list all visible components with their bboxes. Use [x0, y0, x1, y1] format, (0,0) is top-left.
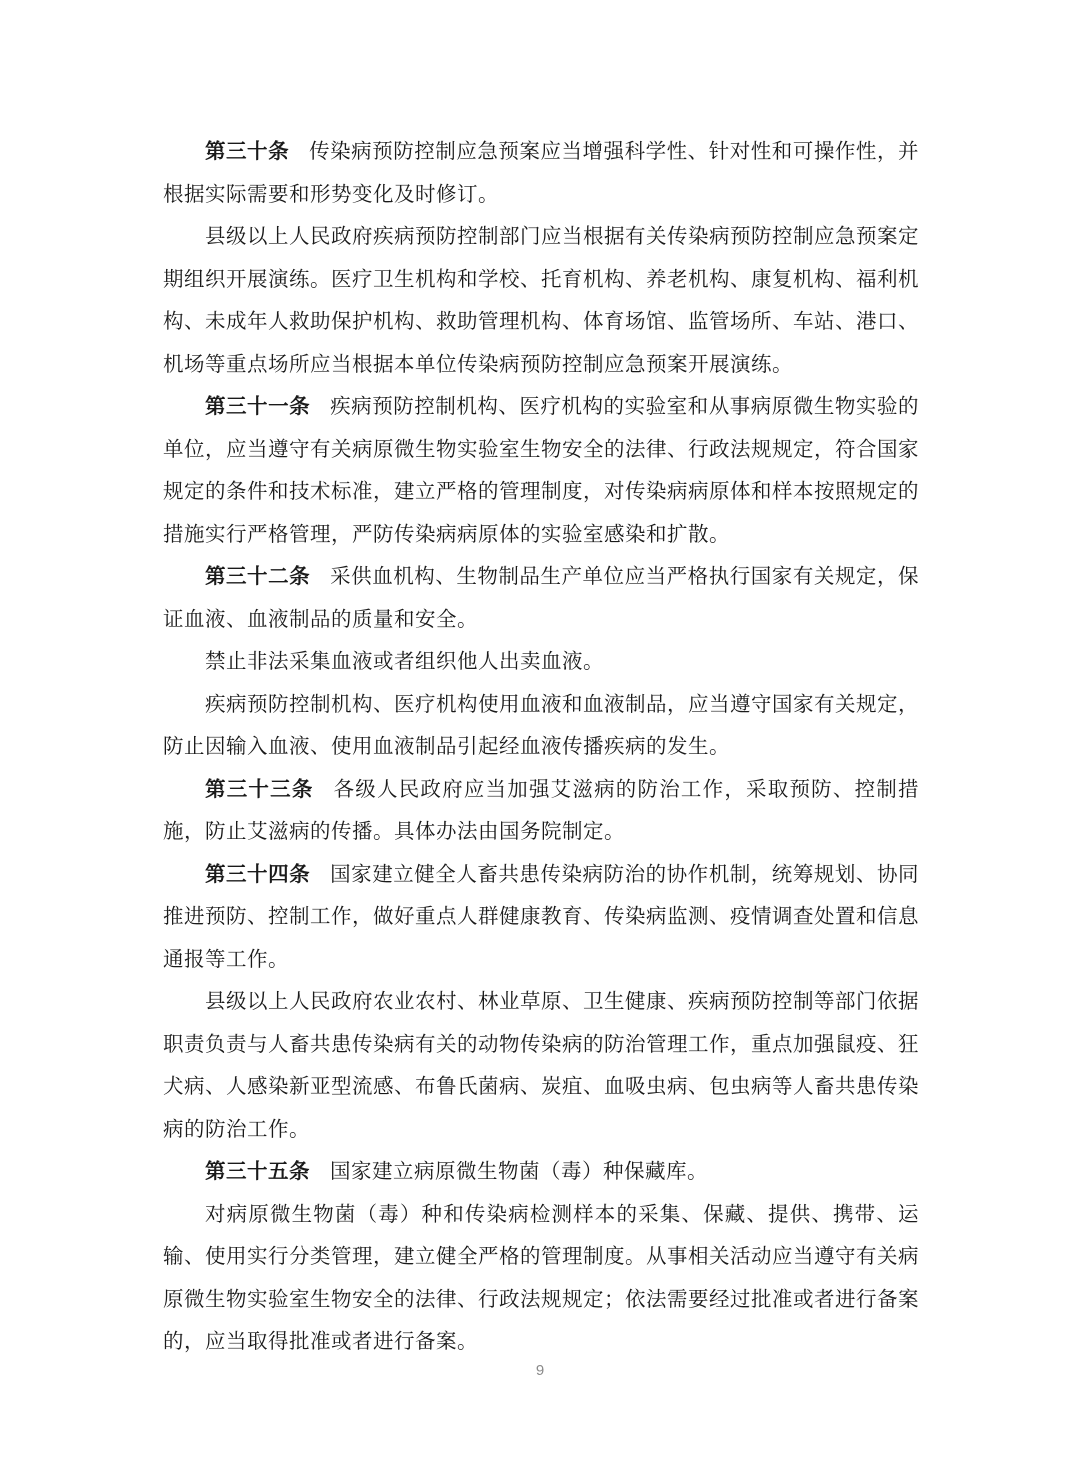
- paragraph-6: [163, 683, 919, 768]
- paragraph-text: 县级以上人民政府疾病预防控制部门应当根据有关传染病预防控制应急预案定期组织开展演练。医疗卫生机构和学校、托育机构、养老机构、康复机构、福利机构、未成年人救助保护机构、救助管理机构、体育场馆、监管场所、车站、港口、机场等重点场所应当根据本单位传染病预防控制应急预案开展演练。: [163, 224, 919, 376]
- paragraph-text: 传染病预防控制应急预案应当增强科学性、针对性和可操作性，并根据实际需要和形势变化及时修订。: [163, 139, 919, 206]
- article-heading: 第三十二条: [205, 564, 311, 588]
- paragraph-10: [163, 1150, 919, 1193]
- article-heading: 第三十四条: [205, 861, 311, 886]
- paragraph-9: [163, 980, 919, 1150]
- paragraph-4: [163, 555, 919, 640]
- paragraph-text: 禁止非法采集血液或者组织他人出卖血液。: [205, 649, 604, 673]
- document-body: [163, 130, 919, 1363]
- paragraph-11: [163, 1193, 919, 1363]
- paragraph-3: [163, 385, 919, 555]
- paragraph-7: [163, 768, 919, 853]
- paragraph-8: [163, 853, 919, 981]
- paragraph-text: 采供血机构、生物制品生产单位应当严格执行国家有关规定，保证血液、血液制品的质量和安全。: [163, 564, 919, 631]
- article-heading: 第三十五条: [205, 1159, 310, 1183]
- paragraph-5: [163, 640, 919, 683]
- article-heading: 第三十三条: [205, 776, 314, 801]
- paragraph-text: 疾病预防控制机构、医疗机构的实验室和从事病原微生物实验的单位，应当遵守有关病原微生物实验室生物安全的法律、行政法规规定，符合国家规定的条件和技术标准，建立严格的管理制度，对传染病病原体和样本按照规定的措施实行严格管理，严防传染病病原体的实验室感染和扩散。: [163, 394, 919, 546]
- paragraph-text: 国家建立健全人畜共患传染病防治的协作机制，统筹规划、协同推进预防、控制工作，做好重点人群健康教育、传染病监测、疫情调查处置和信息通报等工作。: [163, 861, 919, 971]
- paragraph-2: [163, 215, 919, 385]
- page-number: 9: [535, 1362, 545, 1379]
- paragraph-text: 县级以上人民政府农业农村、林业草原、卫生健康、疾病预防控制等部门依据职责负责与人畜共患传染病有关的动物传染病的防治管理工作，重点加强鼠疫、狂犬病、人感染新亚型流感、布鲁氏菌病、炭疽、血吸虫病、包虫病等人畜共患传染病的防治工作。: [163, 989, 919, 1141]
- article-heading: 第三十条: [205, 139, 290, 163]
- paragraph-text: 各级人民政府应当加强艾滋病的防治工作，采取预防、控制措施，防止艾滋病的传播。具体办法由国务院制定。: [163, 776, 920, 843]
- paragraph-text: 疾病预防控制机构、医疗机构使用血液和血液制品，应当遵守国家有关规定，防止因输入血液、使用血液制品引起经血液传播疾病的发生。: [163, 691, 919, 758]
- paragraph-text: 对病原微生物菌（毒）种和传染病检测样本的采集、保藏、提供、携带、运输、使用实行分类管理，建立健全严格的管理制度。从事相关活动应当遵守有关病原微生物实验室生物安全的法律、行政法规规定；依法需要经过批准或者进行备案的，应当取得批准或者进行备案。: [163, 1201, 919, 1353]
- article-heading: 第三十一条: [205, 394, 311, 418]
- paragraph-text: 国家建立病原微生物菌（毒）种保藏库。: [330, 1159, 708, 1183]
- paragraph-1: [163, 130, 919, 215]
